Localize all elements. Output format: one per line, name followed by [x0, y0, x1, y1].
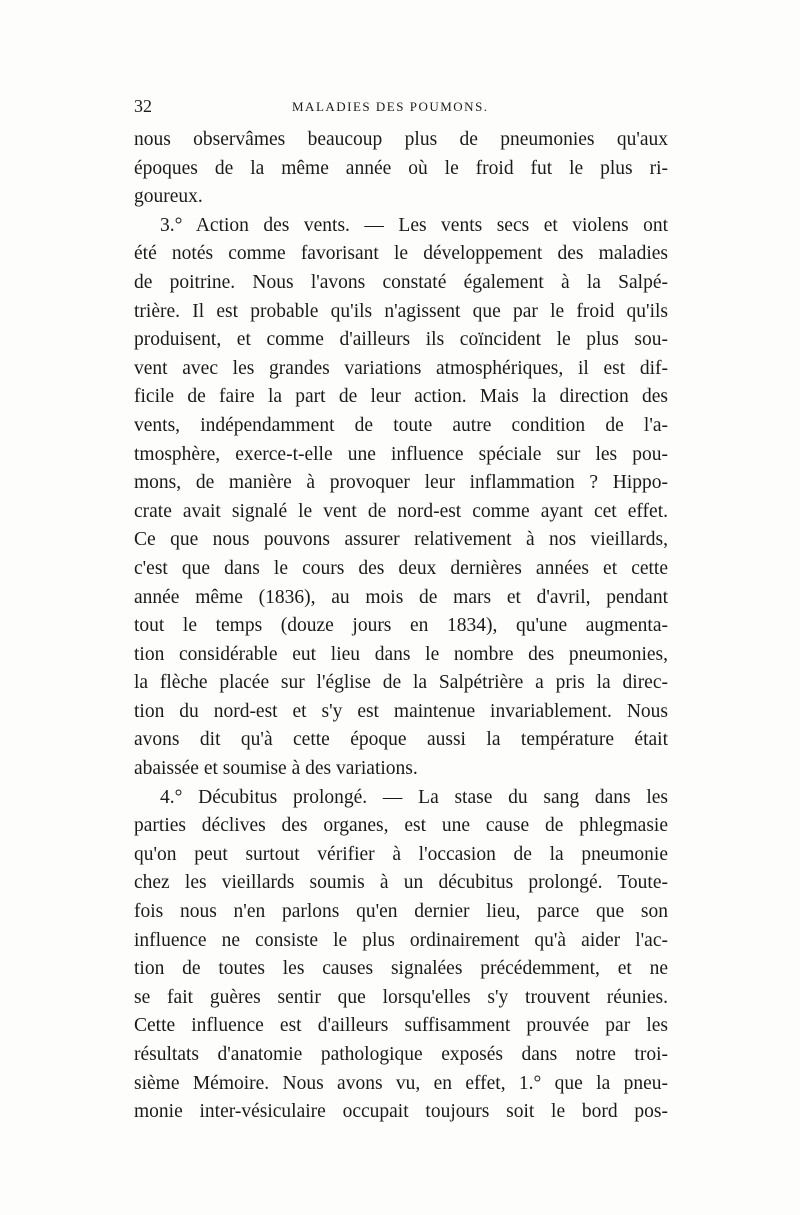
text-line: nous observâmes beaucoup plus de pneumonies qu'aux	[134, 129, 668, 150]
text-line: monie inter-vésiculaire occupait toujours soit le bord pos-	[134, 1101, 668, 1123]
page-header	[134, 96, 668, 124]
text-line: avons dit qu'à cette époque aussi la température était	[134, 729, 668, 751]
text-line: se fait guères sentir que lorsqu'elles s'y trouvent réunies.	[134, 986, 668, 1008]
text-line: tion du nord-est et s'y est maintenue invariablement. Nous	[134, 700, 668, 722]
text-line: mons, de manière à provoquer leur inflammation ? Hippo-	[134, 472, 668, 494]
text-line: c'est que dans le cours des deux dernières années et cette	[134, 557, 668, 579]
text-line: qu'on peut surtout vérifier à l'occasion de la pneumonie	[134, 843, 668, 865]
text-line: tout le temps (douze jours en 1834), qu'une augmenta-	[134, 615, 668, 637]
text-line: la flèche placée sur l'église de la Salpétrière a pris la direc-	[134, 672, 668, 694]
text-line: tmosphère, exerce-t-elle une influence spéciale sur les pou-	[134, 443, 668, 465]
text-line: abaissée et soumise à des variations.	[134, 758, 418, 780]
text-line: sième Mémoire. Nous avons vu, en effet, 1.° que la pneu-	[134, 1072, 668, 1094]
text-line: 4.° Décubitus prolongé. — La stase du sang dans les	[160, 786, 668, 808]
text-line: tion considérable eut lieu dans le nombre des pneumonies,	[134, 643, 668, 665]
text-line: résultats d'anatomie pathologique exposés dans notre troi-	[134, 1044, 668, 1065]
text-line: tion de toutes les causes signalées précédemment, et ne	[134, 958, 668, 980]
text-line: produisent, et comme d'ailleurs ils coïncident le plus sou-	[134, 329, 668, 351]
running-head: MALADIES DES POUMONS.	[292, 99, 489, 114]
text-line: fois nous n'en parlons qu'en dernier lieu, parce que son	[134, 901, 668, 923]
body-text	[134, 126, 668, 1127]
text-line: de poitrine. Nous l'avons constaté également à la Salpé-	[134, 271, 668, 293]
text-line: chez les vieillards soumis à un décubitus prolongé. Toute-	[134, 872, 668, 894]
text-line: influence ne consiste le plus ordinairement qu'à aider l'ac-	[134, 929, 668, 951]
text-line: été notés comme favorisant le développement des maladies	[134, 243, 668, 265]
text-line: époques de la même année où le froid fut le plus ri-	[134, 157, 668, 179]
text-line: ficile de faire la part de leur action. Mais la direction des	[134, 386, 668, 408]
text-line: Ce que nous pouvons assurer relativement à nos vieillards,	[134, 529, 668, 551]
text-line: Cette influence est d'ailleurs suffisamment prouvée par les	[134, 1015, 668, 1037]
text-line: vents, indépendamment de toute autre condition de l'a-	[134, 414, 668, 436]
text-line: trière. Il est probable qu'ils n'agissent que par le froid qu'ils	[134, 300, 668, 322]
text-line: goureux.	[134, 186, 203, 208]
text-line: vent avec les grandes variations atmosphériques, il est dif-	[134, 357, 668, 379]
text-line: parties déclives des organes, est une cause de phlegmasie	[134, 815, 668, 837]
text-line: année même (1836), au mois de mars et d'avril, pendant	[134, 586, 668, 608]
page-number: 32	[134, 96, 152, 116]
text-line: crate avait signalé le vent de nord-est comme ayant cet effet.	[134, 500, 668, 522]
text-line: 3.° Action des vents. — Les vents secs et violens ont	[160, 214, 668, 236]
